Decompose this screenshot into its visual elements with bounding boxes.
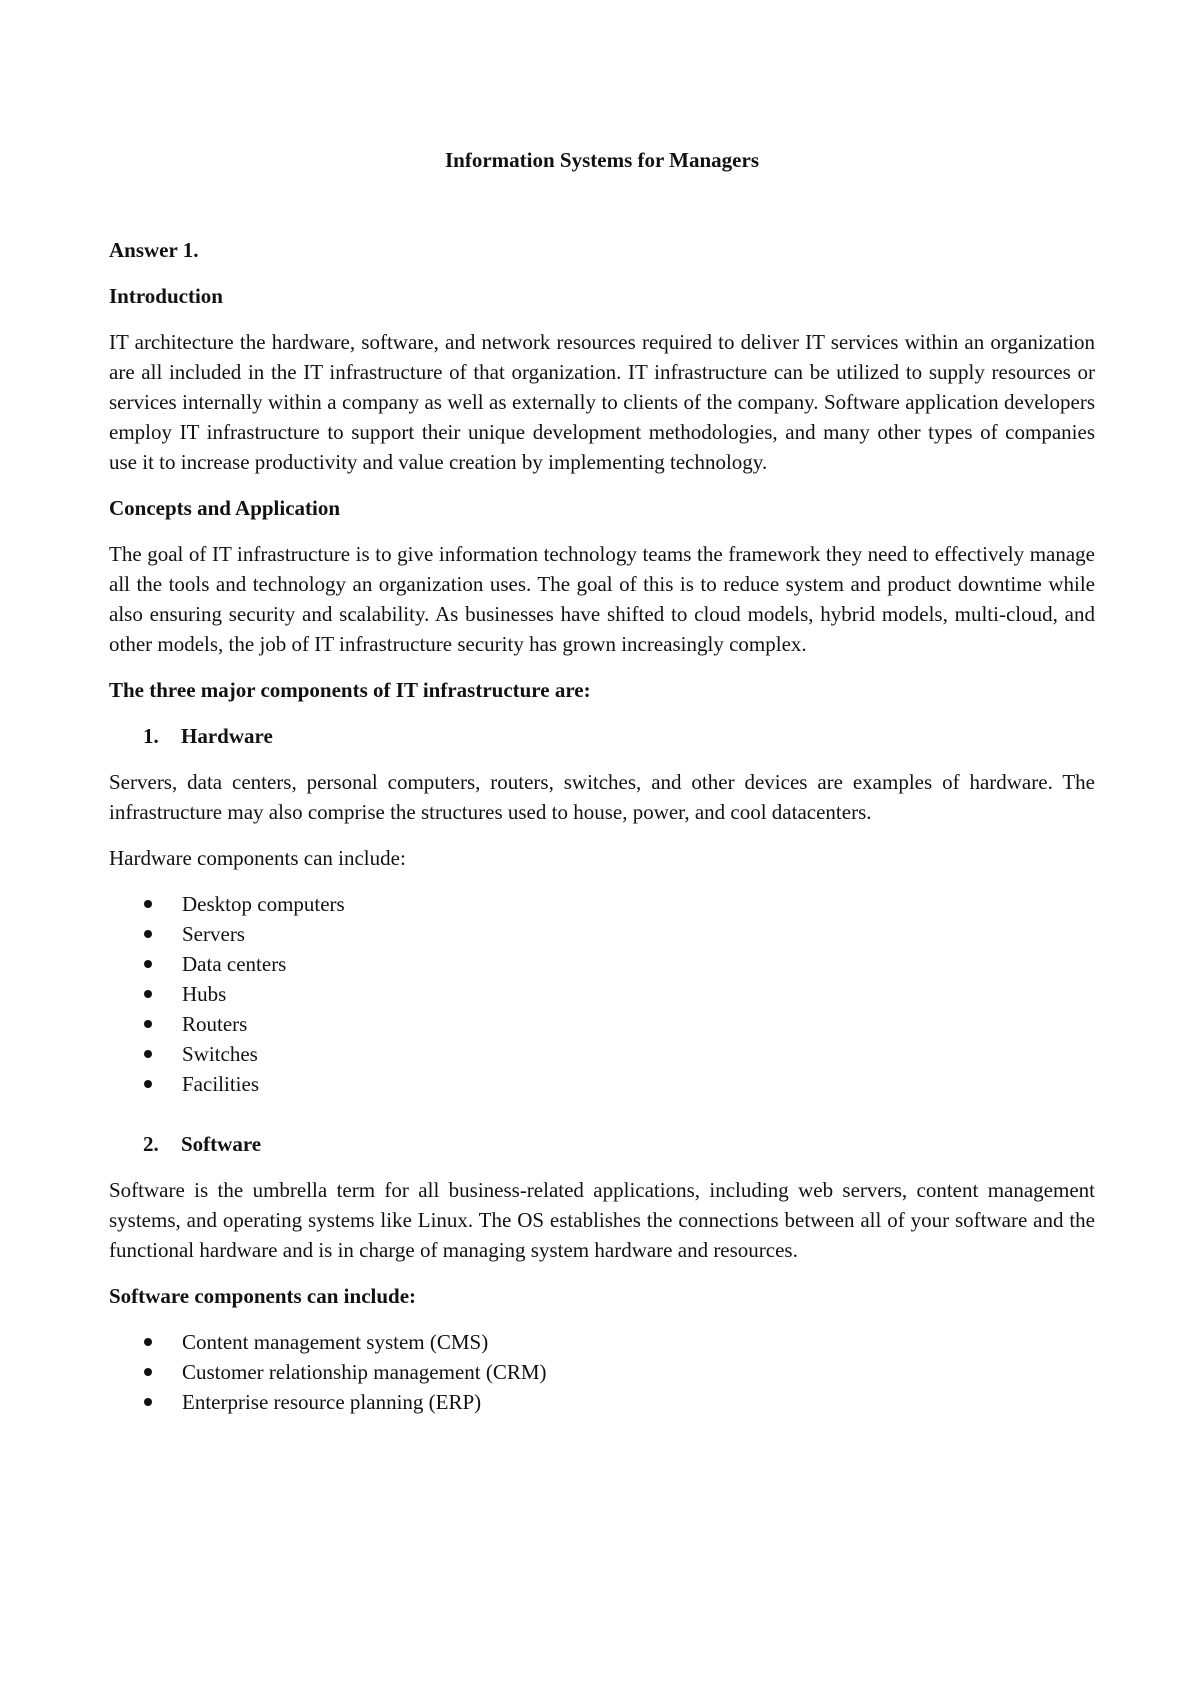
- bullet-icon: [144, 930, 152, 938]
- software-heading: [109, 1129, 1095, 1159]
- list-item: [109, 1069, 1095, 1099]
- software-paragraph: Software is the umbrella term for all business-related applications, including web servers, content management systems, and operating systems like Linux. The OS establishes the connections between all of your software and the functional hardware and is in charge of managing system hardware and resources.: [109, 1178, 1095, 1262]
- bullet-icon: [144, 1080, 152, 1088]
- list-item-label: Switches: [182, 1042, 258, 1066]
- list-item: [109, 1327, 1095, 1357]
- document-title: Information Systems for Managers: [445, 148, 759, 172]
- list-item-label: Enterprise resource planning (ERP): [182, 1390, 482, 1414]
- list-item: [109, 1357, 1095, 1387]
- list-item-label: Routers: [182, 1012, 248, 1036]
- hardware-list-intro: Hardware components can include:: [109, 846, 406, 870]
- hardware-heading: [109, 721, 1095, 751]
- concepts-paragraph: The goal of IT infrastructure is to give information technology teams the framework they need to effectively manage all the tools and technology an organization uses. The goal of this is to reduce system and product downtime while also ensuring security and scalability. As businesses have shifted to cloud models, hybrid models, multi-cloud, and other models, the job of IT infrastructure security has grown increasingly complex.: [109, 542, 1095, 656]
- list-item-label: Content management system (CMS): [182, 1330, 489, 1354]
- list-item-label: Facilities: [182, 1072, 259, 1096]
- list-item-label: Customer relationship management (CRM): [182, 1360, 547, 1384]
- concepts-heading: Concepts and Application: [109, 496, 341, 520]
- software-heading-label: Software: [181, 1132, 262, 1156]
- list-item: [109, 889, 1095, 919]
- hardware-list: [109, 889, 1095, 1099]
- bullet-icon: [144, 1020, 152, 1028]
- software-number: 2.: [143, 1132, 159, 1156]
- list-item: [109, 1039, 1095, 1069]
- hardware-number: 1.: [143, 724, 159, 748]
- list-item-label: Hubs: [182, 982, 227, 1006]
- document-body: [109, 145, 1095, 1433]
- bullet-icon: [144, 1338, 152, 1346]
- list-item: [109, 919, 1095, 949]
- bullet-icon: [144, 990, 152, 998]
- software-list: [109, 1327, 1095, 1417]
- list-item: [109, 949, 1095, 979]
- hardware-heading-label: Hardware: [181, 724, 273, 748]
- introduction-paragraph: IT architecture the hardware, software, and network resources required to deliver IT services within an organization are all included in the IT infrastructure of that organization. IT infrastructure can be utilized to supply resources or services internally within a company as well as externally to clients of the company. Software application developers employ IT infrastructure to support their unique development methodologies, and many other types of companies use it to increase productivity and value creation by implementing technology.: [109, 330, 1095, 474]
- introduction-heading: Introduction: [109, 284, 223, 308]
- bullet-icon: [144, 1398, 152, 1406]
- list-item: [109, 979, 1095, 1009]
- bullet-icon: [144, 900, 152, 908]
- list-item: [109, 1009, 1095, 1039]
- bullet-icon: [144, 1050, 152, 1058]
- list-item-label: Desktop computers: [182, 892, 345, 916]
- components-heading: The three major components of IT infrastructure are:: [109, 678, 591, 702]
- list-item: [109, 1387, 1095, 1417]
- list-item-label: Data centers: [182, 952, 287, 976]
- bullet-icon: [144, 960, 152, 968]
- hardware-paragraph: Servers, data centers, personal computers, routers, switches, and other devices are examples of hardware. The infrastructure may also comprise the structures used to house, power, and cool datacenters.: [109, 770, 1095, 824]
- bullet-icon: [144, 1368, 152, 1376]
- list-item-label: Servers: [182, 922, 245, 946]
- software-list-intro: Software components can include:: [109, 1284, 417, 1308]
- answer-label: Answer 1.: [109, 238, 199, 262]
